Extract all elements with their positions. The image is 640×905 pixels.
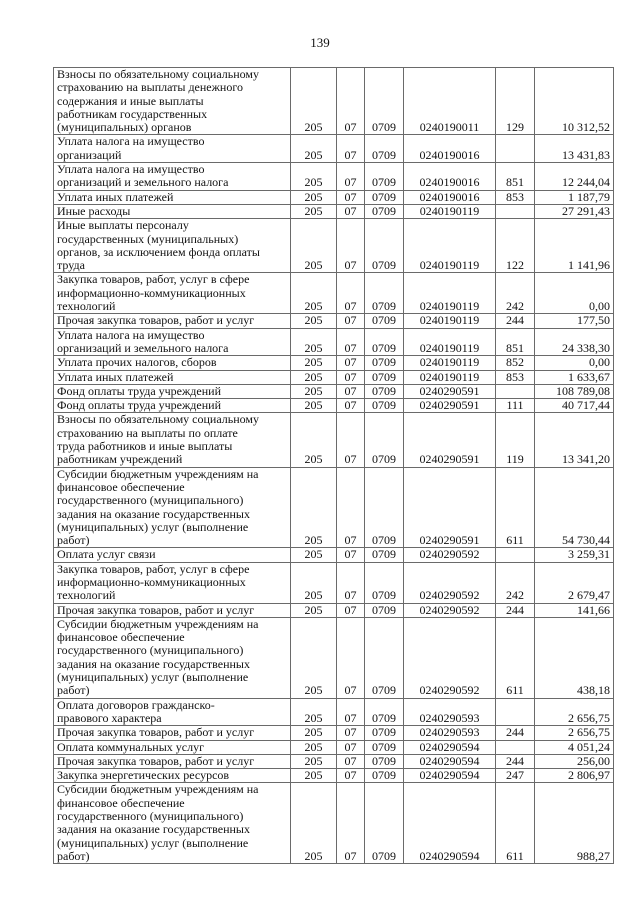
expense-name-line: Прочая закупка товаров, работ и услуг (57, 725, 255, 740)
grbs-cell: 205 (291, 314, 337, 328)
expense-name-line: финансовое обеспечение (57, 630, 185, 645)
grbs-cell: 205 (291, 356, 337, 370)
section-cell: 07 (337, 135, 365, 163)
amount-cell: 108 789,08 (535, 384, 614, 398)
expense-name-line: труда работников и иные выплаты (57, 439, 233, 454)
table-row (54, 135, 614, 163)
table-row (54, 413, 614, 467)
target-article-cell: 0240290593 (404, 698, 496, 726)
target-article-cell: 0240190011 (404, 68, 496, 135)
subsection-cell: 0709 (365, 135, 404, 163)
expense-name-line: Фонд оплаты труда учреждений (57, 398, 221, 413)
expense-type-cell (496, 698, 535, 726)
expense-type-cell: 851 (496, 328, 535, 356)
target-article-cell: 0240290592 (404, 603, 496, 617)
expense-name-cell (54, 328, 291, 356)
expense-name-line: Иные выплаты персоналу (57, 218, 189, 233)
amount-cell: 27 291,43 (535, 204, 614, 218)
expense-name-line: государственного (муниципального) (57, 643, 244, 658)
expense-type-cell: 247 (496, 769, 535, 783)
subsection-cell: 0709 (365, 754, 404, 768)
section-cell: 07 (337, 548, 365, 562)
amount-cell: 2 806,97 (535, 769, 614, 783)
expense-name-cell (54, 769, 291, 783)
budget-table-body (54, 68, 614, 864)
subsection-cell: 0709 (365, 603, 404, 617)
expense-name-cell (54, 370, 291, 384)
table-row (54, 467, 614, 548)
expense-type-cell: 122 (496, 219, 535, 273)
section-cell: 07 (337, 740, 365, 754)
amount-cell: 256,00 (535, 754, 614, 768)
expense-name-line: Фонд оплаты труда учреждений (57, 383, 221, 398)
table-row (54, 399, 614, 413)
table-row (54, 68, 614, 135)
expense-name-line: страхованию на выплаты денежного (57, 80, 243, 95)
amount-cell: 0,00 (535, 273, 614, 314)
expense-type-cell: 853 (496, 190, 535, 204)
subsection-cell: 0709 (365, 562, 404, 603)
table-row (54, 548, 614, 562)
expense-name-line: (муниципальных) услуг (выполнение (57, 670, 249, 685)
subsection-cell: 0709 (365, 617, 404, 698)
expense-name-line: Прочая закупка товаров, работ и услуг (57, 753, 255, 768)
expense-name-line: организаций и земельного налога (57, 175, 229, 190)
expense-name-cell (54, 548, 291, 562)
grbs-cell: 205 (291, 698, 337, 726)
expense-name-line: содержания и иные выплаты (57, 93, 204, 108)
table-row (54, 384, 614, 398)
expense-name-line: Оплата договоров гражданско- (57, 697, 215, 712)
target-article-cell: 0240190119 (404, 356, 496, 370)
expense-name-line: Оплата коммунальных услуг (57, 739, 205, 754)
expense-name-cell (54, 163, 291, 191)
expense-type-cell: 242 (496, 273, 535, 314)
target-article-cell: 0240290592 (404, 562, 496, 603)
section-cell: 07 (337, 754, 365, 768)
subsection-cell: 0709 (365, 740, 404, 754)
grbs-cell: 205 (291, 190, 337, 204)
expense-type-cell: 111 (496, 399, 535, 413)
expense-type-cell: 129 (496, 68, 535, 135)
subsection-cell: 0709 (365, 356, 404, 370)
target-article-cell: 0240290591 (404, 467, 496, 548)
subsection-cell: 0709 (365, 370, 404, 384)
subsection-cell: 0709 (365, 163, 404, 191)
expense-name-line: работ) (57, 533, 90, 548)
subsection-cell: 0709 (365, 726, 404, 740)
expense-name-cell (54, 754, 291, 768)
expense-type-cell: 119 (496, 413, 535, 467)
section-cell: 07 (337, 328, 365, 356)
grbs-cell: 205 (291, 467, 337, 548)
grbs-cell: 205 (291, 754, 337, 768)
table-row (54, 204, 614, 218)
subsection-cell: 0709 (365, 204, 404, 218)
expense-name-line: Уплата налога на имущество (57, 327, 205, 342)
expense-name-line: технологий (57, 299, 116, 314)
expense-type-cell (496, 384, 535, 398)
expense-type-cell: 244 (496, 726, 535, 740)
expense-type-cell: 611 (496, 467, 535, 548)
expense-name-line: (муниципальных) органов (57, 120, 192, 135)
expense-name-line: Уплата иных платежей (57, 369, 174, 384)
grbs-cell: 205 (291, 783, 337, 864)
expense-name-line: Уплата иных платежей (57, 189, 174, 204)
expense-name-line: государственных (муниципальных) (57, 231, 239, 246)
expense-type-cell (496, 740, 535, 754)
section-cell: 07 (337, 219, 365, 273)
table-row (54, 603, 614, 617)
expense-name-cell (54, 617, 291, 698)
expense-name-line: Уплата налога на имущество (57, 162, 205, 177)
target-article-cell: 0240190119 (404, 370, 496, 384)
expense-name-line: государственного (муниципального) (57, 809, 244, 824)
grbs-cell: 205 (291, 617, 337, 698)
expense-name-line: Прочая закупка товаров, работ и услуг (57, 602, 255, 617)
amount-cell: 12 244,04 (535, 163, 614, 191)
section-cell: 07 (337, 726, 365, 740)
expense-name-line: Закупка энергетических ресурсов (57, 768, 230, 783)
table-row (54, 370, 614, 384)
expense-name-line: органов, за исключением фонда оплаты (57, 244, 260, 259)
expense-name-line: финансовое обеспечение (57, 479, 185, 494)
expense-name-line: (муниципальных) услуг (выполнение (57, 835, 249, 850)
table-row (54, 740, 614, 754)
table-row (54, 783, 614, 864)
grbs-cell: 205 (291, 562, 337, 603)
expense-name-line: Прочая закупка товаров, работ и услуг (57, 313, 255, 328)
expense-name-cell (54, 413, 291, 467)
section-cell: 07 (337, 617, 365, 698)
expense-name-line: информационно-коммуникационных (57, 285, 246, 300)
table-row (54, 356, 614, 370)
amount-cell: 1 633,67 (535, 370, 614, 384)
amount-cell: 10 312,52 (535, 68, 614, 135)
expense-type-cell: 853 (496, 370, 535, 384)
table-row (54, 273, 614, 314)
expense-type-cell: 242 (496, 562, 535, 603)
table-row (54, 698, 614, 726)
table-row (54, 190, 614, 204)
grbs-cell: 205 (291, 219, 337, 273)
expense-name-cell (54, 384, 291, 398)
subsection-cell: 0709 (365, 783, 404, 864)
expense-name-cell (54, 562, 291, 603)
target-article-cell: 0240190016 (404, 190, 496, 204)
table-row (54, 163, 614, 191)
grbs-cell: 205 (291, 135, 337, 163)
subsection-cell: 0709 (365, 384, 404, 398)
amount-cell: 438,18 (535, 617, 614, 698)
expense-name-line: Субсидии бюджетным учреждениям на (57, 616, 259, 631)
expense-type-cell (496, 548, 535, 562)
expense-type-cell: 851 (496, 163, 535, 191)
section-cell: 07 (337, 190, 365, 204)
grbs-cell: 205 (291, 370, 337, 384)
grbs-cell: 205 (291, 769, 337, 783)
expense-name-line: задания на оказание государственных (57, 822, 250, 837)
expense-name-line: финансовое обеспечение (57, 795, 185, 810)
subsection-cell: 0709 (365, 328, 404, 356)
target-article-cell: 0240290594 (404, 769, 496, 783)
expense-name-line: Иные расходы (57, 203, 131, 218)
section-cell: 07 (337, 370, 365, 384)
expense-name-line: государственного (муниципального) (57, 493, 244, 508)
target-article-cell: 0240190119 (404, 328, 496, 356)
expense-name-line: задания на оказание государственных (57, 656, 250, 671)
grbs-cell: 205 (291, 548, 337, 562)
grbs-cell: 205 (291, 603, 337, 617)
table-row (54, 328, 614, 356)
expense-type-cell (496, 204, 535, 218)
expense-name-cell (54, 204, 291, 218)
amount-cell: 4 051,24 (535, 740, 614, 754)
grbs-cell: 205 (291, 726, 337, 740)
subsection-cell: 0709 (365, 548, 404, 562)
expense-type-cell (496, 135, 535, 163)
grbs-cell: 205 (291, 413, 337, 467)
target-article-cell: 0240190119 (404, 219, 496, 273)
target-article-cell: 0240290591 (404, 384, 496, 398)
target-article-cell: 0240190119 (404, 314, 496, 328)
expense-name-line: задания на оказание государственных (57, 506, 250, 521)
expense-name-line: работ) (57, 848, 90, 863)
table-row (54, 769, 614, 783)
expense-name-line: Закупка товаров, работ, услуг в сфере (57, 272, 250, 287)
target-article-cell: 0240290591 (404, 413, 496, 467)
table-row (54, 219, 614, 273)
section-cell: 07 (337, 356, 365, 370)
amount-cell: 1 141,96 (535, 219, 614, 273)
target-article-cell: 0240290591 (404, 399, 496, 413)
amount-cell: 13 341,20 (535, 413, 614, 467)
expense-name-line: организаций и земельного налога (57, 340, 229, 355)
subsection-cell: 0709 (365, 190, 404, 204)
amount-cell: 2 679,47 (535, 562, 614, 603)
page-number: 139 (310, 35, 330, 50)
expense-name-line: технологий (57, 588, 116, 603)
section-cell: 07 (337, 698, 365, 726)
section-cell: 07 (337, 603, 365, 617)
grbs-cell: 205 (291, 740, 337, 754)
table-row (54, 314, 614, 328)
section-cell: 07 (337, 273, 365, 314)
grbs-cell: 205 (291, 68, 337, 135)
amount-cell: 2 656,75 (535, 698, 614, 726)
expense-name-cell (54, 783, 291, 864)
grbs-cell: 205 (291, 384, 337, 398)
table-row (54, 617, 614, 698)
expense-name-cell (54, 467, 291, 548)
target-article-cell: 0240290594 (404, 740, 496, 754)
expense-name-line: правового характера (57, 710, 162, 725)
target-article-cell: 0240290594 (404, 754, 496, 768)
expense-name-cell (54, 698, 291, 726)
expense-name-line: труда (57, 258, 85, 273)
section-cell: 07 (337, 783, 365, 864)
section-cell: 07 (337, 68, 365, 135)
amount-cell: 40 717,44 (535, 399, 614, 413)
amount-cell: 141,66 (535, 603, 614, 617)
subsection-cell: 0709 (365, 399, 404, 413)
expense-name-cell (54, 190, 291, 204)
amount-cell: 13 431,83 (535, 135, 614, 163)
expense-type-cell: 244 (496, 603, 535, 617)
expense-name-line: работ) (57, 683, 90, 698)
target-article-cell: 0240290593 (404, 726, 496, 740)
table-row (54, 754, 614, 768)
target-article-cell: 0240190016 (404, 163, 496, 191)
budget-table (53, 67, 614, 864)
expense-name-line: организаций (57, 147, 122, 162)
section-cell: 07 (337, 769, 365, 783)
expense-type-cell: 852 (496, 356, 535, 370)
expense-type-cell: 611 (496, 617, 535, 698)
subsection-cell: 0709 (365, 314, 404, 328)
expense-name-cell (54, 219, 291, 273)
expense-name-line: работникам государственных (57, 106, 208, 121)
target-article-cell: 0240290592 (404, 548, 496, 562)
expense-name-line: работникам учреждений (57, 452, 183, 467)
grbs-cell: 205 (291, 328, 337, 356)
expense-name-cell (54, 135, 291, 163)
subsection-cell: 0709 (365, 219, 404, 273)
amount-cell: 2 656,75 (535, 726, 614, 740)
expense-type-cell: 244 (496, 314, 535, 328)
section-cell: 07 (337, 204, 365, 218)
expense-name-line: Субсидии бюджетным учреждениям на (57, 466, 259, 481)
section-cell: 07 (337, 163, 365, 191)
section-cell: 07 (337, 399, 365, 413)
amount-cell: 24 338,30 (535, 328, 614, 356)
section-cell: 07 (337, 413, 365, 467)
target-article-cell: 0240190119 (404, 273, 496, 314)
table-row (54, 562, 614, 603)
expense-name-line: Уплата налога на имущество (57, 134, 205, 149)
expense-type-cell: 244 (496, 754, 535, 768)
amount-cell: 177,50 (535, 314, 614, 328)
amount-cell: 3 259,31 (535, 548, 614, 562)
expense-name-line: информационно-коммуникационных (57, 574, 246, 589)
expense-name-cell (54, 399, 291, 413)
expense-name-line: Закупка товаров, работ, услуг в сфере (57, 561, 250, 576)
section-cell: 07 (337, 314, 365, 328)
section-cell: 07 (337, 562, 365, 603)
expense-name-line: (муниципальных) услуг (выполнение (57, 519, 249, 534)
target-article-cell: 0240190119 (404, 204, 496, 218)
expense-name-cell (54, 356, 291, 370)
expense-name-cell (54, 726, 291, 740)
expense-name-cell (54, 740, 291, 754)
subsection-cell: 0709 (365, 68, 404, 135)
amount-cell: 0,00 (535, 356, 614, 370)
expense-name-cell (54, 68, 291, 135)
expense-type-cell: 611 (496, 783, 535, 864)
target-article-cell: 0240190016 (404, 135, 496, 163)
expense-name-line: Уплата прочих налогов, сборов (57, 355, 217, 370)
expense-name-line: Оплата услуг связи (57, 547, 156, 562)
subsection-cell: 0709 (365, 273, 404, 314)
grbs-cell: 205 (291, 163, 337, 191)
grbs-cell: 205 (291, 204, 337, 218)
expense-name-line: Взносы по обязательному социальному (57, 412, 260, 427)
target-article-cell: 0240290592 (404, 617, 496, 698)
target-article-cell: 0240290594 (404, 783, 496, 864)
subsection-cell: 0709 (365, 467, 404, 548)
grbs-cell: 205 (291, 273, 337, 314)
expense-name-line: страхованию на выплаты по оплате (57, 425, 238, 440)
amount-cell: 988,27 (535, 783, 614, 864)
section-cell: 07 (337, 384, 365, 398)
subsection-cell: 0709 (365, 413, 404, 467)
section-cell: 07 (337, 467, 365, 548)
expense-name-cell (54, 273, 291, 314)
expense-name-cell (54, 603, 291, 617)
table-row (54, 726, 614, 740)
amount-cell: 54 730,44 (535, 467, 614, 548)
grbs-cell: 205 (291, 399, 337, 413)
subsection-cell: 0709 (365, 769, 404, 783)
amount-cell: 1 187,79 (535, 190, 614, 204)
expense-name-cell (54, 314, 291, 328)
subsection-cell: 0709 (365, 698, 404, 726)
expense-name-line: Взносы по обязательному социальному (57, 67, 260, 81)
expense-name-line: Субсидии бюджетным учреждениям на (57, 782, 259, 797)
